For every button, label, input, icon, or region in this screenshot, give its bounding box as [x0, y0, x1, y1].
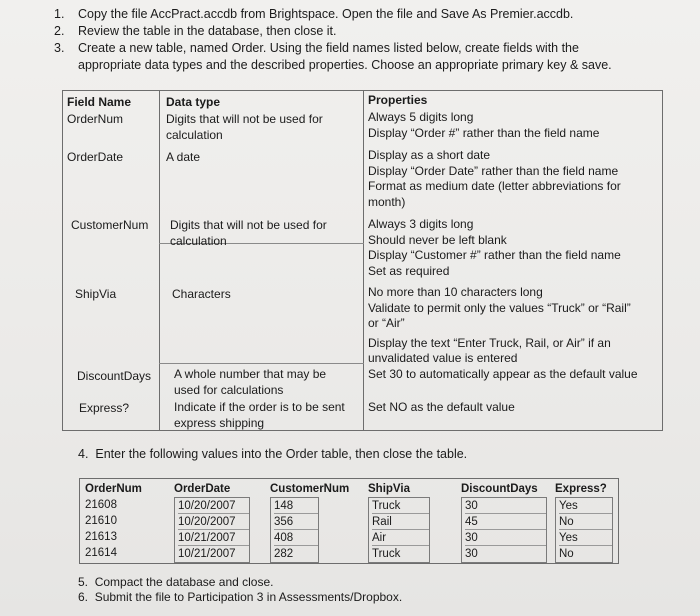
field-customernum: CustomerNum: [71, 218, 149, 232]
step-6: 6. Submit the file to Participation 3 in Assessments/Dropbox.: [78, 590, 403, 604]
props-discountdays: Set 30 to automatically appear as the default value: [368, 367, 638, 381]
field-shipvia: ShipVia: [75, 287, 117, 301]
instruction-steps: [54, 6, 684, 74]
col-ordernum: OrderNum 21608 21610 21613 21614: [85, 483, 142, 559]
col-shipvia: ShipVia Truck Rail Air Truck: [368, 481, 430, 563]
col-express: Express? Yes No Yes No: [555, 481, 613, 563]
step-2: 2. Review the table in the database, then close it.: [54, 24, 337, 38]
field-discountdays: DiscountDays: [77, 369, 152, 383]
col-customernum: CustomerNum 148 356 408 282: [270, 481, 360, 563]
header-field-name: Field Name: [67, 95, 132, 109]
step-4: 4. Enter the following values into the Order table, then close the table.: [78, 447, 468, 461]
props-shipvia: No more than 10 characters long Validate to permit only the values “Truck” or “Rail” or “Air” Display the text “Enter Truck, Rail, or Air” if an unvalidated value is entered: [368, 285, 631, 365]
step-3: 3. Create a new table, named Order. Using the field names listed below, create fields with the appropriate data types and the described properties. Choose an appropriate primary key & save.: [54, 41, 612, 72]
props-orderdate: Display as a short date Display “Order Date” rather than the field name Format as medium date (letter abbreviations for month): [368, 148, 621, 209]
col-orderdate: OrderDate 10/20/2007 10/20/2007 10/21/2007 10/21/2007: [174, 481, 250, 563]
props-ordernum: Always 5 digits long Display “Order #” rather than the field name: [368, 110, 600, 140]
props-express: Set NO as the default value: [368, 400, 515, 414]
field-properties-table: [62, 90, 663, 431]
type-orderdate: A date: [166, 150, 201, 164]
type-customernum: Digits that will not be used for calculation: [170, 218, 327, 248]
field-ordernum: OrderNum: [67, 112, 124, 126]
header-data-type: Data type: [166, 95, 221, 109]
props-customernum: Always 3 digits long Should never be left blank Display “Customer #” rather than the field name Set as required: [368, 217, 621, 278]
final-steps: [78, 575, 402, 605]
field-orderdate: OrderDate: [67, 150, 124, 164]
header-properties: Properties: [368, 93, 428, 107]
step-5: 5. Compact the database and close.: [78, 575, 274, 589]
step-1: 1. Copy the file AccPract.accdb from Brightspace. Open the file and Save As Premier.accdb.: [54, 7, 574, 21]
order-values-table: [79, 478, 619, 564]
type-discountdays: A whole number that may be used for calculations: [174, 367, 327, 397]
type-ordernum: Digits that will not be used for calculation: [166, 112, 323, 142]
type-shipvia: Characters: [172, 287, 231, 301]
type-express: Indicate if the order is to be sent express shipping: [174, 400, 345, 430]
col-discountdays: DiscountDays 30 45 30 30: [461, 481, 547, 563]
field-express: Express?: [79, 401, 130, 415]
